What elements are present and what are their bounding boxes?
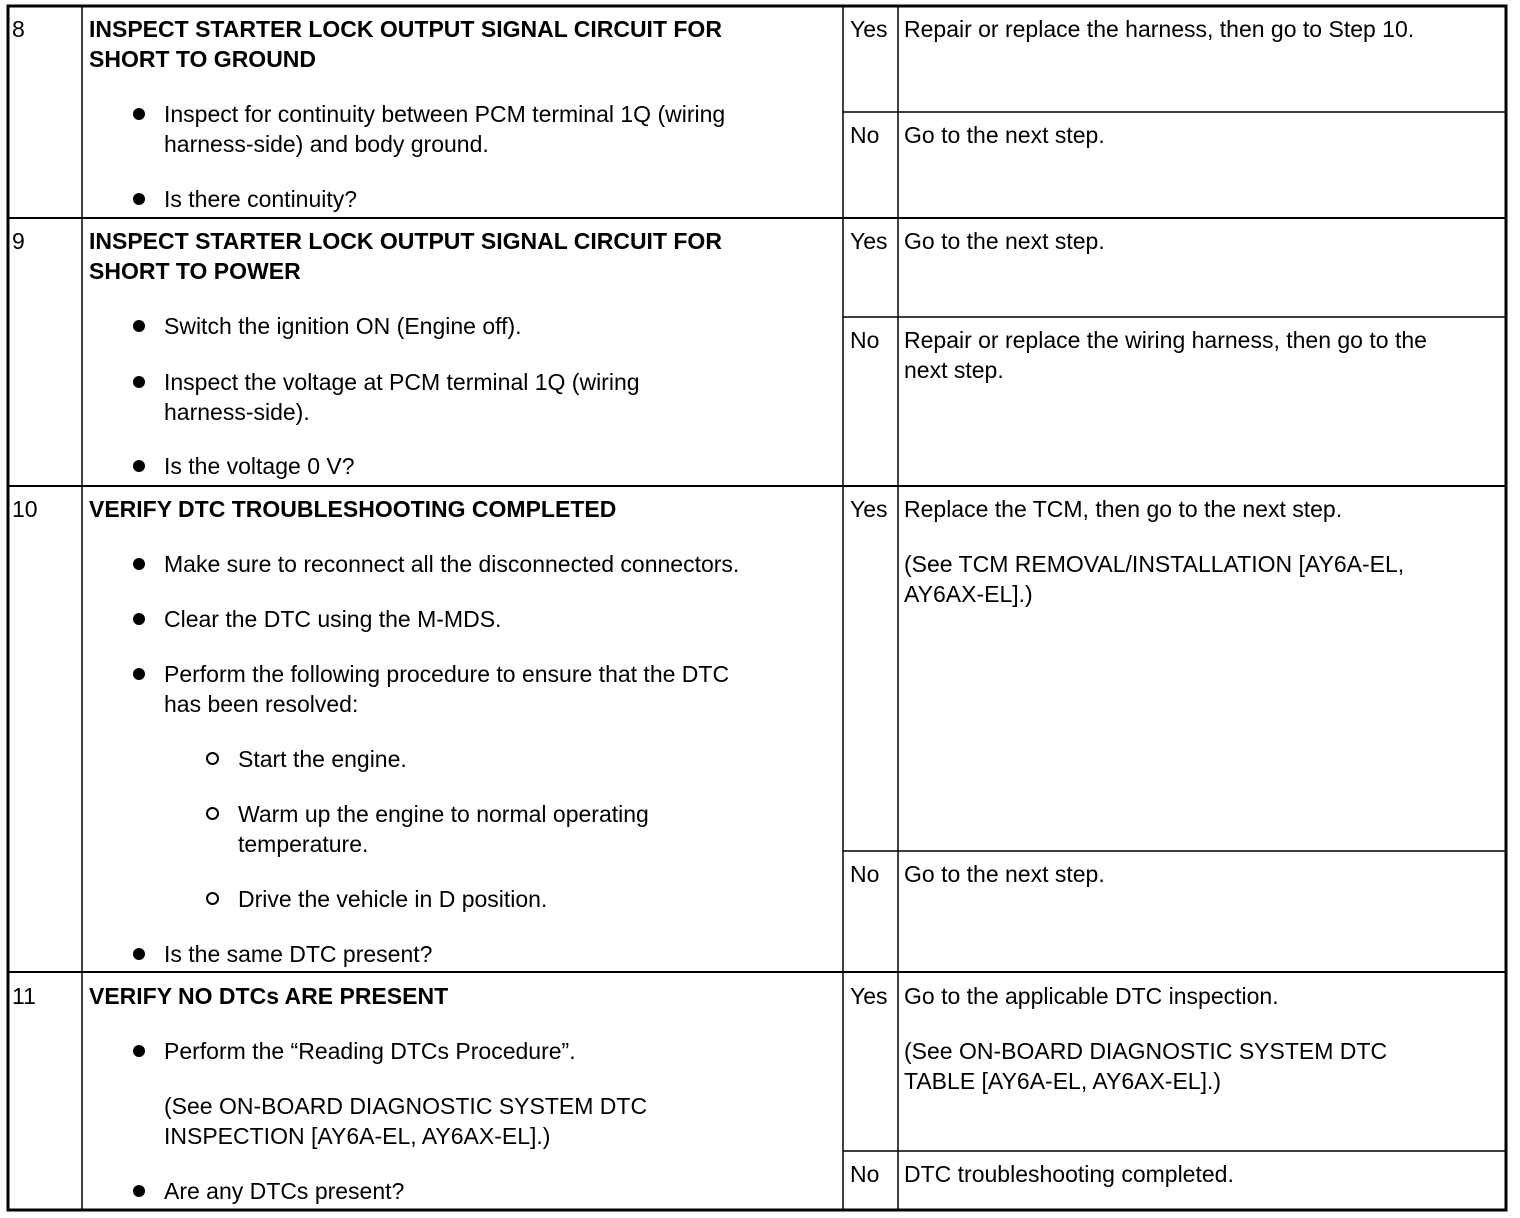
yes-action: Go to the applicable DTC inspection.: [904, 983, 1279, 1009]
step-instruction: Inspect the voltage at PCM terminal 1Q (wiring: [164, 369, 640, 395]
no-action: Repair or replace the wiring harness, then go to the: [904, 327, 1427, 353]
step-instruction: Switch the ignition ON (Engine off).: [164, 313, 522, 339]
sub-bullet-icon: [206, 752, 219, 765]
no-action: Go to the next step.: [904, 122, 1105, 148]
step-number: 9: [12, 228, 25, 254]
step-reference: INSPECTION [AY6A-EL, AY6AX-EL].): [164, 1123, 551, 1149]
step-title: INSPECT STARTER LOCK OUTPUT SIGNAL CIRCUIT FOR: [89, 228, 722, 254]
bullet-icon: [133, 1045, 145, 1057]
step-instruction: Make sure to reconnect all the disconnected connectors.: [164, 551, 740, 577]
step-title: VERIFY NO DTCs ARE PRESENT: [89, 983, 449, 1009]
sub-bullet-icon: [206, 892, 219, 905]
no-label: No: [850, 327, 880, 353]
sub-instruction: temperature.: [238, 831, 369, 857]
bullet-icon: [133, 668, 145, 680]
bullet-icon: [133, 193, 145, 205]
no-label: No: [850, 1161, 880, 1187]
no-label: No: [850, 861, 880, 887]
yes-label: Yes: [850, 228, 888, 254]
yes-reference: (See ON-BOARD DIAGNOSTIC SYSTEM DTC: [904, 1038, 1388, 1064]
bullet-icon: [133, 558, 145, 570]
yes-label: Yes: [850, 16, 888, 42]
sub-instruction: Start the engine.: [238, 746, 407, 772]
bullet-icon: [133, 108, 145, 120]
yes-label: Yes: [850, 983, 888, 1009]
bullet-icon: [133, 613, 145, 625]
yes-action: Repair or replace the harness, then go to Step 10.: [904, 16, 1415, 42]
step-instruction: has been resolved:: [164, 691, 359, 717]
yes-reference: TABLE [AY6A-EL, AY6AX-EL].): [904, 1068, 1222, 1094]
yes-action: Replace the TCM, then go to the next step.: [904, 496, 1343, 522]
bullet-icon: [133, 320, 145, 332]
step-question: Is there continuity?: [164, 186, 358, 212]
no-action: Go to the next step.: [904, 861, 1105, 887]
bullet-icon: [133, 948, 145, 960]
no-action: next step.: [904, 357, 1004, 383]
yes-reference: AY6AX-EL].): [904, 581, 1033, 607]
bullet-icon: [133, 460, 145, 472]
step-reference: (See ON-BOARD DIAGNOSTIC SYSTEM DTC: [164, 1093, 648, 1119]
yes-action: Go to the next step.: [904, 228, 1105, 254]
step-instruction: Inspect for continuity between PCM terminal 1Q (wiring: [164, 101, 726, 127]
step-question: Are any DTCs present?: [164, 1178, 405, 1204]
step-title: SHORT TO GROUND: [89, 46, 317, 72]
step-number: 8: [12, 16, 25, 42]
step-title: VERIFY DTC TROUBLESHOOTING COMPLETED: [89, 496, 617, 522]
step-title: INSPECT STARTER LOCK OUTPUT SIGNAL CIRCUIT FOR: [89, 16, 722, 42]
bullet-icon: [133, 1185, 145, 1197]
step-title: SHORT TO POWER: [89, 258, 301, 284]
no-action: DTC troubleshooting completed.: [904, 1161, 1234, 1187]
step-number: 10: [12, 496, 38, 522]
step-question: Is the voltage 0 V?: [164, 453, 355, 479]
step-instruction: harness-side).: [164, 399, 310, 425]
step-instruction: harness-side) and body ground.: [164, 131, 489, 157]
yes-label: Yes: [850, 496, 888, 522]
sub-instruction: Warm up the engine to normal operating: [238, 801, 649, 827]
step-instruction: Perform the following procedure to ensure that the DTC: [164, 661, 730, 687]
step-number: 11: [12, 983, 36, 1009]
no-label: No: [850, 122, 880, 148]
yes-reference: (See TCM REMOVAL/INSTALLATION [AY6A-EL,: [904, 551, 1405, 577]
step-instruction: Clear the DTC using the M-MDS.: [164, 606, 502, 632]
step-instruction: Perform the “Reading DTCs Procedure”.: [164, 1038, 576, 1064]
sub-bullet-icon: [206, 807, 219, 820]
step-question: Is the same DTC present?: [164, 941, 433, 967]
sub-instruction: Drive the vehicle in D position.: [238, 886, 548, 912]
bullet-icon: [133, 376, 145, 388]
